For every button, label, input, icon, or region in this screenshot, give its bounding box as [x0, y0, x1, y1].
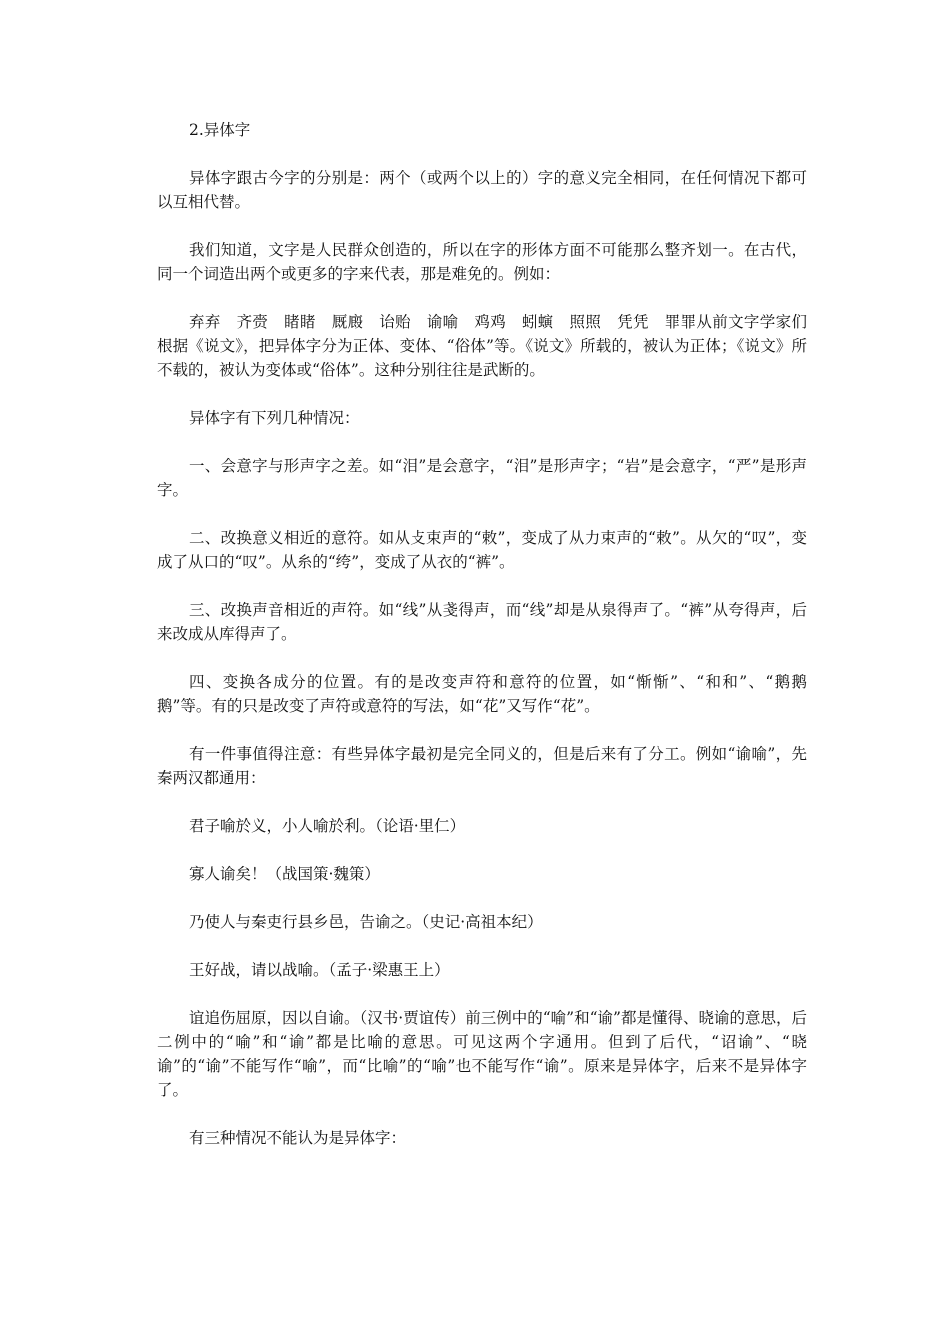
paragraph-case-3: 三、改换声音相近的声符。如“线”从戔得声，而“线”却是从泉得声了。“裤”从夸得声，后来改成从库得声了。 [157, 601, 807, 643]
paragraph-origin: 我们知道，文字是人民群众创造的，所以在字的形体方面不可能那么整齐划一。在古代，同一个词造出两个或更多的字来代表，那是难免的。例如： [157, 241, 807, 283]
paragraph-case-4: 四、变换各成分的位置。有的是改变声符和意符的位置，如“惭惭”、“和和”、“鹅鹅鹅”等。有的只是改变了声符或意符的写法，如“花”又写作“花”。 [157, 673, 807, 715]
section-heading: 2.异体字 [189, 121, 251, 139]
quote-mengzi: 王好战，请以战喻。（孟子·梁惠王上） [189, 961, 450, 979]
paragraph-case-2: 二、改换意义相近的意符。如从攴束声的“敕”，变成了从力束声的“敕”。从欠的“叹”，变成了从口的“叹”。从糸的“绔”，变成了从衣的“裤”。 [157, 529, 807, 571]
quote-shiji: 乃使人与秦吏行县乡邑，告谕之。（史记·高祖本纪） [189, 913, 543, 931]
paragraph-hanshu-analysis: 谊追伤屈原，因以自谕。（汉书·贾谊传）前三例中的“喻”和“谕”都是懂得、晓谕的意思，后二例中的“喻”和“谕”都是比喻的意思。可见这两个字通用。但到了后代，“诏谕”、“晓谕”的“谕”不能写作“喻”，而“比喻”的“喻”也不能写作“谕”。原来是异体字，后来不是异体字了。 [157, 1009, 807, 1099]
paragraph-exceptions-intro: 有三种情况不能认为是异体字： [189, 1129, 407, 1147]
paragraph-definition: 异体字跟古今字的分别是：两个（或两个以上的）字的意义完全相同，在任何情况下都可以互相代替。 [157, 169, 807, 211]
paragraph-note: 有一件事值得注意：有些异体字最初是完全同义的，但是后来有了分工。例如“谕喻”，先秦两汉都通用： [157, 745, 807, 787]
paragraph-examples: 弃弃 齐赍 睹睹 厩廄 诒贻 谕喻 鸡鸡 蚓螾 照照 凭凭 罪罪从前文字学家们根据《说文》，把异体字分为正体、变体、“俗体”等。《说文》所载的，被认为正体；《说文》所不载的，被认为变体或“俗体”。这种分别往往是武断的。 [157, 313, 807, 379]
paragraph-case-1: 一、会意字与形声字之差。如“泪”是会意字，“泪”是形声字；“岩”是会意字，“严”是形声字。 [157, 457, 807, 499]
quote-zhanguoce: 寡人谕矣！（战国策·魏策） [189, 865, 380, 883]
document-page [157, 118, 807, 1174]
quote-lunyu: 君子喻於义，小人喻於利。（论语·里仁） [189, 817, 466, 835]
paragraph-cases-intro: 异体字有下列几种情况： [189, 409, 360, 427]
